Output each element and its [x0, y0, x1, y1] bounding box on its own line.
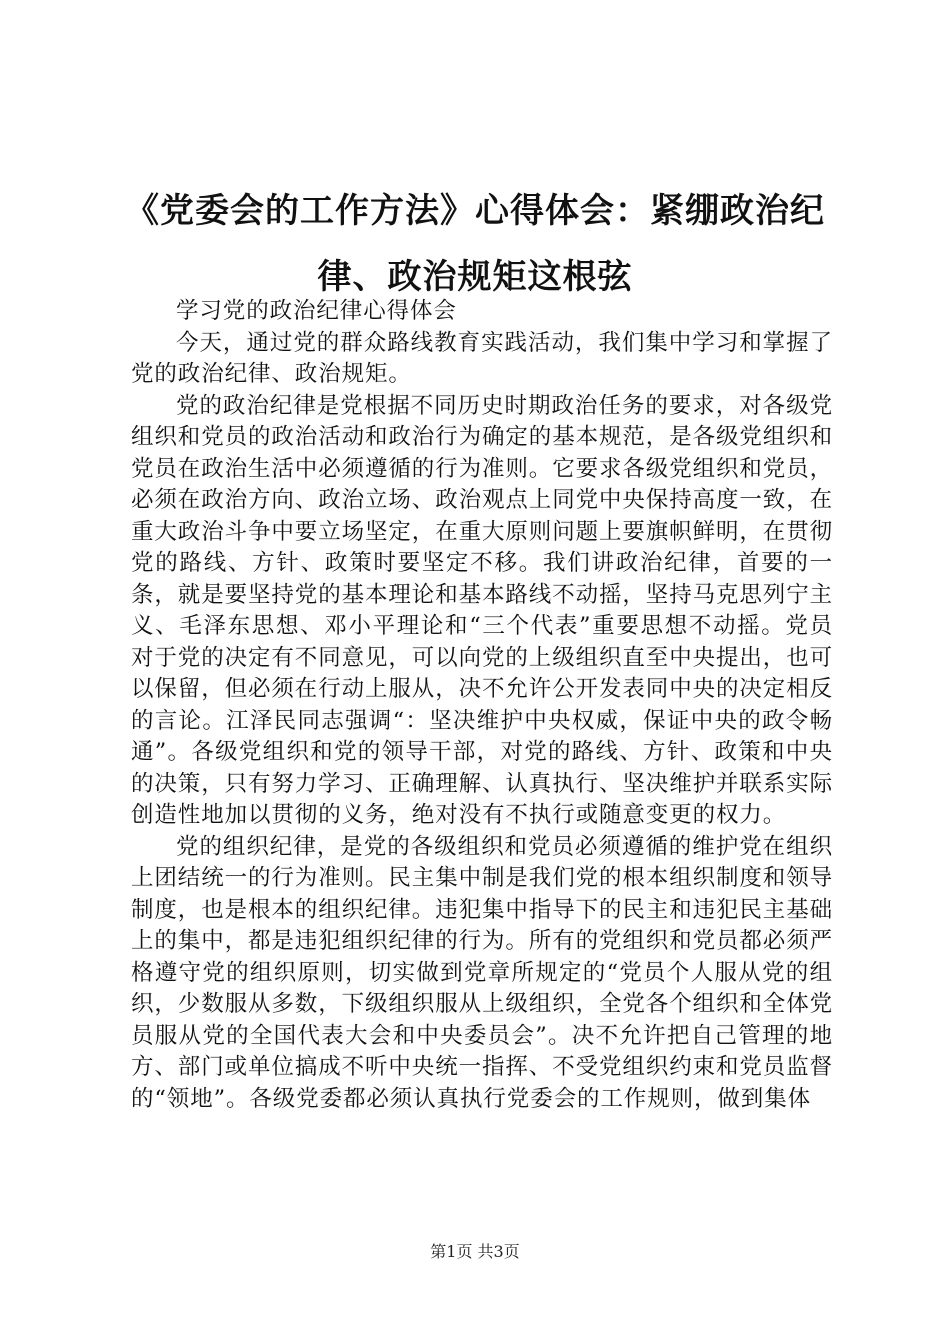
paragraph-subtitle: 学习党的政治纪律心得体会	[176, 298, 457, 324]
document-title	[118, 178, 832, 310]
paragraph-intro: 今天，通过党的群众路线教育实践活动，我们集中学习和掌握了党的政治纪律、政治规矩。	[131, 329, 833, 387]
paragraph-organizational-discipline: 党的组织纪律，是党的各级组织和党员必须遵循的维护党在组织上团结统一的行为准则。民主集中制是我们党的根本组织制度和领导制度，也是根本的组织纪律。违犯集中指导下的民主和违犯民主基础上的集中，都是违犯组织纪律的行为。所有的党组织和党员都必须严格遵守党的组织原则，切实做到党章所规定的“党员个人服从党的组织，少数服从多数，下级组织服从上级组织，全党各个组织和全体党员服从党的全国代表大会和中央委员会”。决不允许把自己管理的地方、部门或单位搞成不听中央统一指挥、不受党组织约束和党员监督的“领地”。各级党委都必须认真执行党委会的工作规则，做到集体	[131, 833, 834, 1112]
page-number: 第1页 共3页	[430, 1242, 520, 1261]
document-title-line-2: 律、政治规矩这根弦	[317, 257, 633, 297]
paragraph-political-discipline: 党的政治纪律是党根据不同历史时期政治任务的要求，对各级党组织和党员的政治活动和政治行为确定的基本规范，是各级党组织和党员在政治生活中必须遵循的行为准则。它要求各级党组织和党员，必须在政治方向、政治立场、政治观点上同党中央保持高度一致，在重大政治斗争中要立场坚定，在重大原则问题上要旗帜鲜明，在贯彻党的路线、方针、政策时要坚定不移。我们讲政治纪律，首要的一条，就是要坚持党的基本理论和基本路线不动摇，坚持马克思列宁主义、毛泽东思想、邓小平理论和“三个代表”重要思想不动摇。党员对于党的决定有不同意见，可以向党的上级组织直至中央提出，也可以保留，但必须在行动上服从，决不允许公开发表同中央的决定相反的言论。江泽民同志强调“：坚决维护中央权威，保证中央的政令畅通”。各级党组织和党的领导干部，对党的路线、方针、政策和中央的决策，只有努力学习、正确理解、认真执行、坚决维护并联系实际创造性地加以贯彻的义务，绝对没有不执行或随意变更的权力。	[131, 392, 834, 828]
document-body	[131, 296, 833, 1115]
document-title-line-1: 《党委会的工作方法》心得体会：紧绷政治纪	[125, 191, 825, 231]
page-footer	[0, 1242, 950, 1262]
